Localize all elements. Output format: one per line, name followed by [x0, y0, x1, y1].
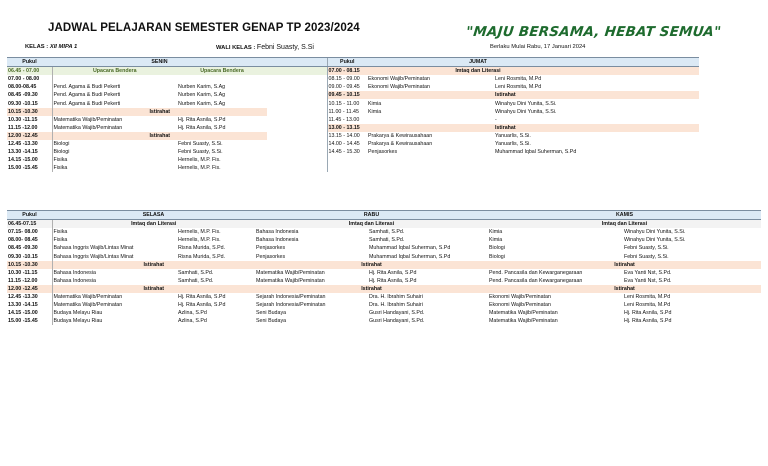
teacher-cell: Muhammad Iqbal Suherman, S.Pd [369, 245, 451, 252]
teacher-cell: Azlina, S.Pd [178, 310, 207, 317]
page-title: JADWAL PELAJARAN SEMESTER GENAP TP 2023/2024 [48, 22, 360, 34]
teacher-cell: Hj. Rita Asnila, S.Pd [624, 310, 672, 317]
teacher-cell: Hj. Rita Asnila, S.Pd [178, 302, 226, 309]
subject-cell: Kimia [368, 100, 382, 107]
teacher-cell: Muhammad Iqbal Suherman, S.Pd [369, 253, 451, 260]
time-cell: 11.00 - 11.45 [327, 108, 367, 116]
table-cell [589, 83, 699, 91]
table-cell [267, 67, 327, 76]
header-kamis: KAMIS [488, 211, 761, 220]
teacher-cell: Muhammad Iqbal Suherman, S.Pd [495, 149, 577, 156]
time-cell: 14.45 - 15.30 [327, 148, 367, 156]
table-cell [267, 83, 327, 91]
table-row [7, 116, 699, 124]
table-cell [589, 148, 699, 156]
time-cell: 15.00 -15.45 [7, 317, 52, 325]
time-cell: 09.30 -10.15 [7, 99, 52, 107]
table-cell [367, 164, 494, 172]
break-cell: Istirahat [255, 285, 488, 293]
imtaq-cell: Imtaq dan Literasi [488, 220, 761, 229]
table-row [7, 164, 699, 172]
teacher-cell: Hj. Rita Asnila, S.Pd [178, 293, 226, 300]
table-cell [267, 116, 327, 124]
teacher-cell: Dra. H. Ibrahim Suhairi [369, 302, 423, 309]
table-cell [267, 99, 327, 107]
subject-cell: Ekonomi Wajib/Peminatan [368, 76, 430, 83]
subject-cell: Biologi [53, 149, 70, 156]
table-row [7, 252, 761, 260]
time-cell: 12.00 -12.45 [7, 285, 52, 293]
table-header-row [7, 58, 699, 67]
subject-cell: Bahasa Inggris Wajib/Lintas Minat [53, 245, 134, 252]
table-row [7, 124, 699, 132]
subject-cell: Bahasa Indonesia [53, 277, 96, 284]
subject-cell: Matematika Wajib/Peminatan [53, 293, 123, 300]
break-cell: Istirahat [255, 261, 488, 269]
subject-cell: Bahasa Indonesia [256, 237, 299, 244]
table-row [7, 277, 761, 285]
table-cell [267, 75, 327, 83]
subject-cell [52, 75, 177, 83]
subject-cell: Bahasa Inggris Wajib/Lintas Minat [53, 253, 134, 260]
teacher-cell: Risna Murida, S.Pd. [178, 253, 226, 260]
time-cell: 08.00-08.45 [7, 83, 52, 91]
table-row [7, 269, 761, 277]
time-cell: 10.15 -10.30 [7, 261, 52, 269]
table-cell [589, 99, 699, 107]
subject-cell: Sejarah Indonesia/Peminatan [256, 293, 326, 300]
teacher-cell: Samhati, S.Pd. [178, 269, 214, 276]
table-cell [494, 156, 589, 164]
teacher-cell: Febni Suasty, S.Si. [624, 253, 669, 260]
teacher-cell: Nurben Karim, S.Ag [178, 100, 226, 107]
header-jumat: JUMAT [367, 58, 589, 67]
subject-cell: Biologi [53, 140, 70, 147]
subject-cell [367, 116, 494, 124]
time-cell: 10.30 -11.15 [7, 269, 52, 277]
subject-cell: Prakarya & Kewirausahaan [368, 132, 433, 139]
table-cell [267, 91, 327, 99]
subject-cell: Seni Budaya [256, 310, 287, 317]
teacher-cell: - [495, 116, 497, 123]
break-cell: Istirahat [52, 285, 255, 293]
time-cell: 10.30 -11.15 [7, 116, 52, 124]
teacher-cell: Samhati, S.Pd. [369, 237, 405, 244]
subject-cell: Matematika Wajib/Peminatan [256, 277, 325, 284]
time-cell: 13.30 -14.15 [7, 148, 52, 156]
time-cell: 12.00 -12.45 [7, 132, 52, 140]
subject-cell: Ekonomi Wajib/Peminatan [368, 84, 430, 91]
subject-cell: Fisika [53, 157, 68, 164]
subject-cell: Matematika Wajib/Peminatan [53, 302, 123, 309]
time-cell: 09.45 - 10.15 [327, 91, 367, 99]
time-cell: 12.45 -13.30 [7, 140, 52, 148]
table-cell [589, 140, 699, 148]
subject-cell: Matematika Wajib/Peminatan [53, 116, 123, 123]
header-pukul: Pukul [7, 58, 52, 67]
imtaq-cell: Imtaq dan Literasi [52, 220, 255, 229]
table-row [7, 132, 699, 140]
table-row [7, 293, 761, 301]
teacher-cell: Hernelis, M.P. Fis. [178, 165, 221, 172]
break-cell: Istirahat [52, 108, 267, 116]
subject-cell: Pend. Agama & Budi Pekerti [53, 84, 121, 91]
subject-cell [367, 91, 494, 99]
subject-cell: Pend. Pancasila dan Kewarganegaraan [489, 269, 583, 276]
homeroom-label: WALI KELAS : [216, 45, 256, 51]
teacher-cell: Leni Rosmita, M.Pd [624, 302, 671, 309]
table-row [7, 108, 699, 116]
subject-cell: Fisika [53, 229, 68, 236]
time-cell: 14.15 -15.00 [7, 309, 52, 317]
teacher-cell: Winahyu Dini Yunita, S.Si. [495, 108, 557, 115]
header-pukul: Pukul [7, 211, 52, 220]
ceremony-cell: Upacara Bendera [177, 67, 267, 76]
teacher-cell [177, 75, 267, 83]
time-cell: 11.15 -12.00 [7, 277, 52, 285]
subject-cell: Penjasorkes [368, 149, 398, 156]
subject-cell: Budaya Melayu Riau [53, 310, 103, 317]
teacher-cell: Febni Suasty, S.Si. [624, 245, 669, 252]
break-cell: Istirahat [494, 124, 589, 132]
teacher-cell: Hernelis, M.P. Fis. [178, 157, 221, 164]
table-row [7, 228, 761, 236]
subject-cell: Ekonomi Wajib/Peminatan [489, 302, 551, 309]
header-rabu: RABU [255, 211, 488, 220]
table-cell [267, 132, 327, 140]
table-row [7, 75, 699, 83]
break-cell: Istirahat [52, 261, 255, 269]
break-cell: Istirahat [488, 285, 761, 293]
table-cell [589, 91, 699, 99]
subject-cell: Sejarah Indonesia/Peminatan [256, 302, 326, 309]
subject-cell: Budaya Melayu Riau [53, 318, 103, 325]
teacher-cell: Febni Suasty, S.Si. [178, 149, 223, 156]
table-cell [267, 156, 327, 164]
table-cell [267, 140, 327, 148]
time-cell: 13.15 - 14.00 [327, 132, 367, 140]
imtaq-cell: Imtaq dan Literasi [255, 220, 488, 229]
ceremony-cell: Upacara Bendera [52, 67, 177, 76]
time-cell: 11.45 - 13.00 [327, 116, 367, 124]
time-cell: 08.00- 08.45 [7, 236, 52, 244]
teacher-cell: Hj. Rita Asnila, S.Pd [178, 124, 226, 131]
header-pukul-jumat: Pukul [327, 58, 367, 67]
subject-cell: Biologi [489, 245, 505, 252]
table-cell [589, 156, 699, 164]
table-row [7, 148, 699, 156]
time-cell: 10.15 - 11.00 [327, 99, 367, 107]
teacher-cell: Leni Rosmita, M.Pd [495, 76, 542, 83]
teacher-cell: Hj. Rita Asnila, S.Pd [178, 116, 226, 123]
time-cell: 06.45 - 07.00 [7, 67, 52, 76]
class-label: KELAS : [25, 44, 49, 50]
teacher-cell: Eva Yanti Nst, S.Pd. [624, 277, 672, 284]
time-cell: 14.00 - 14.45 [327, 140, 367, 148]
table-row [7, 140, 699, 148]
teacher-cell: Samhati, S.Pd. [369, 229, 405, 236]
time-cell: 12.45 -13.30 [7, 293, 52, 301]
subject-cell: Matematika Wajib/Peminatan [53, 124, 123, 131]
class-value: XII MIPA 1 [49, 44, 78, 50]
table-row [7, 236, 761, 244]
table-cell [589, 67, 699, 76]
subject-cell: Bahasa Indonesia [53, 269, 96, 276]
subject-cell: Kimia [368, 108, 382, 115]
subject-cell: Matematika Wajib/Peminatan [489, 318, 558, 325]
teacher-cell: Yanuarlis, S.Si. [495, 132, 531, 139]
teacher-cell: Hj. Rita Asnila, S.Pd [369, 269, 417, 276]
teacher-cell: Hernelis, M.P. Fis. [178, 229, 221, 236]
table-cell [267, 148, 327, 156]
table-row [7, 317, 761, 325]
teacher-cell: Febni Suasty, S.Si. [178, 140, 223, 147]
table-row [7, 301, 761, 309]
subject-cell: Prakarya & Kewirausahaan [368, 140, 433, 147]
subject-cell: Kimia [489, 229, 503, 236]
time-cell: 09.00 - 09.45 [327, 83, 367, 91]
break-cell: Istirahat [494, 91, 589, 99]
table-row [7, 91, 699, 99]
table-cell [327, 164, 367, 172]
time-cell: 07.15- 08.00 [7, 228, 52, 236]
table-row [7, 285, 761, 293]
subject-cell: Bahasa Indonesia [256, 229, 299, 236]
schedule-table-senin-jumat [7, 57, 699, 172]
table-cell [267, 164, 327, 172]
homeroom-value: Febni Suasty, S.Si [256, 44, 314, 51]
table-cell [589, 116, 699, 124]
time-cell: 14.15 -15.00 [7, 156, 52, 164]
time-cell: 08.45 -09.30 [7, 244, 52, 252]
teacher-cell: Winahyu Dini Yunita, S.Si. [495, 100, 557, 107]
break-cell: Istirahat [52, 132, 267, 140]
header-selasa: SELASA [52, 211, 255, 220]
subject-cell: Pend. Agama & Budi Pekerti [53, 92, 121, 99]
table-header-row [7, 211, 761, 220]
subject-cell: Pend. Pancasila dan Kewarganegaraan [489, 277, 583, 284]
subject-cell: Kimia [489, 237, 503, 244]
table-row [7, 261, 761, 269]
table-cell [589, 124, 699, 132]
table-cell [494, 164, 589, 172]
teacher-cell: Eva Yanti Nst, S.Pd. [624, 269, 672, 276]
teacher-cell: Winahyu Dini Yunita, S.Si. [624, 237, 686, 244]
time-cell: 08.45 -09.30 [7, 91, 52, 99]
teacher-cell: Nurben Karim, S.Ag [178, 84, 226, 91]
table-cell [267, 124, 327, 132]
teacher-cell: Leni Rosmita, M.Pd [495, 84, 542, 91]
time-cell: 07.00 - 08.00 [7, 75, 52, 83]
table-cell [589, 108, 699, 116]
teacher-cell: Gusri Handayani, S.Pd. [369, 310, 425, 317]
table-cell [367, 156, 494, 164]
header-senin: SENIN [52, 58, 267, 67]
time-cell: 06.45-07.15 [7, 220, 52, 229]
imtaq-cell: Imtaq dan Literasi [367, 67, 589, 76]
table-cell [327, 156, 367, 164]
table-cell [589, 164, 699, 172]
teacher-cell: Dra. H. Ibrahim Suhairi [369, 293, 423, 300]
teacher-cell: Nurben Karim, S.Ag [178, 92, 226, 99]
time-cell: 08.15 - 09.00 [327, 75, 367, 83]
teacher-cell: Hj. Rita Asnila, S.Pd [624, 318, 672, 325]
table-row [7, 99, 699, 107]
subject-cell: Penjasorkes [256, 245, 286, 252]
teacher-cell: Hj. Rita Asnila, S.Pd [369, 277, 417, 284]
imtaq-row [7, 220, 761, 229]
subject-cell: Fisika [53, 165, 68, 172]
break-cell: Istirahat [488, 261, 761, 269]
subject-cell: Pend. Agama & Budi Pekerti [53, 100, 121, 107]
subject-cell: Penjasorkes [256, 253, 286, 260]
time-cell: 13.30 -14.15 [7, 301, 52, 309]
class-info [25, 44, 77, 50]
table-row [7, 156, 699, 164]
table-cell [589, 75, 699, 83]
teacher-cell: Hernelis, M.P. Fis. [178, 237, 221, 244]
table-cell [267, 108, 327, 116]
table-row [7, 83, 699, 91]
schedule-table-selasa-rabu-kamis [7, 210, 761, 325]
table-row [7, 67, 699, 76]
teacher-cell: Yanuarlis, S.Si. [495, 140, 531, 147]
teacher-cell: Azlina, S.Pd [178, 318, 207, 325]
subject-cell: Matematika Wajib/Peminatan [489, 310, 558, 317]
time-cell: 10.15 -10.30 [7, 108, 52, 116]
subject-cell [367, 124, 494, 132]
subject-cell: Biologi [489, 253, 505, 260]
effective-date: Berlaku Mulai Rabu, 17 Januari 2024 [490, 44, 586, 50]
homeroom-info [216, 44, 314, 51]
school-motto: "MAJU BERSAMA, HEBAT SEMUA" [465, 24, 722, 40]
time-cell: 09.30 -10.15 [7, 252, 52, 260]
teacher-cell: Risna Murida, S.Pd. [178, 245, 226, 252]
teacher-cell: Winahyu Dini Yunita, S.Si. [624, 229, 686, 236]
table-row [7, 309, 761, 317]
time-cell: 15.00 -15.45 [7, 164, 52, 172]
table-cell [589, 132, 699, 140]
teacher-cell: Leni Rosmita, M.Pd [624, 293, 671, 300]
teacher-cell: Samhati, S.Pd. [178, 277, 214, 284]
subject-cell: Matematika Wajib/Peminatan [256, 269, 325, 276]
time-cell: 11.15 -12.00 [7, 124, 52, 132]
table-row [7, 244, 761, 252]
subject-cell: Ekonomi Wajib/Peminatan [489, 293, 551, 300]
time-cell: 13.00 - 13.15 [327, 124, 367, 132]
teacher-cell: Gusri Handayani, S.Pd. [369, 318, 425, 325]
subject-cell: Seni Budaya [256, 318, 287, 325]
subject-cell: Fisika [53, 237, 68, 244]
time-cell: 07.00 - 08.15 [327, 67, 367, 76]
